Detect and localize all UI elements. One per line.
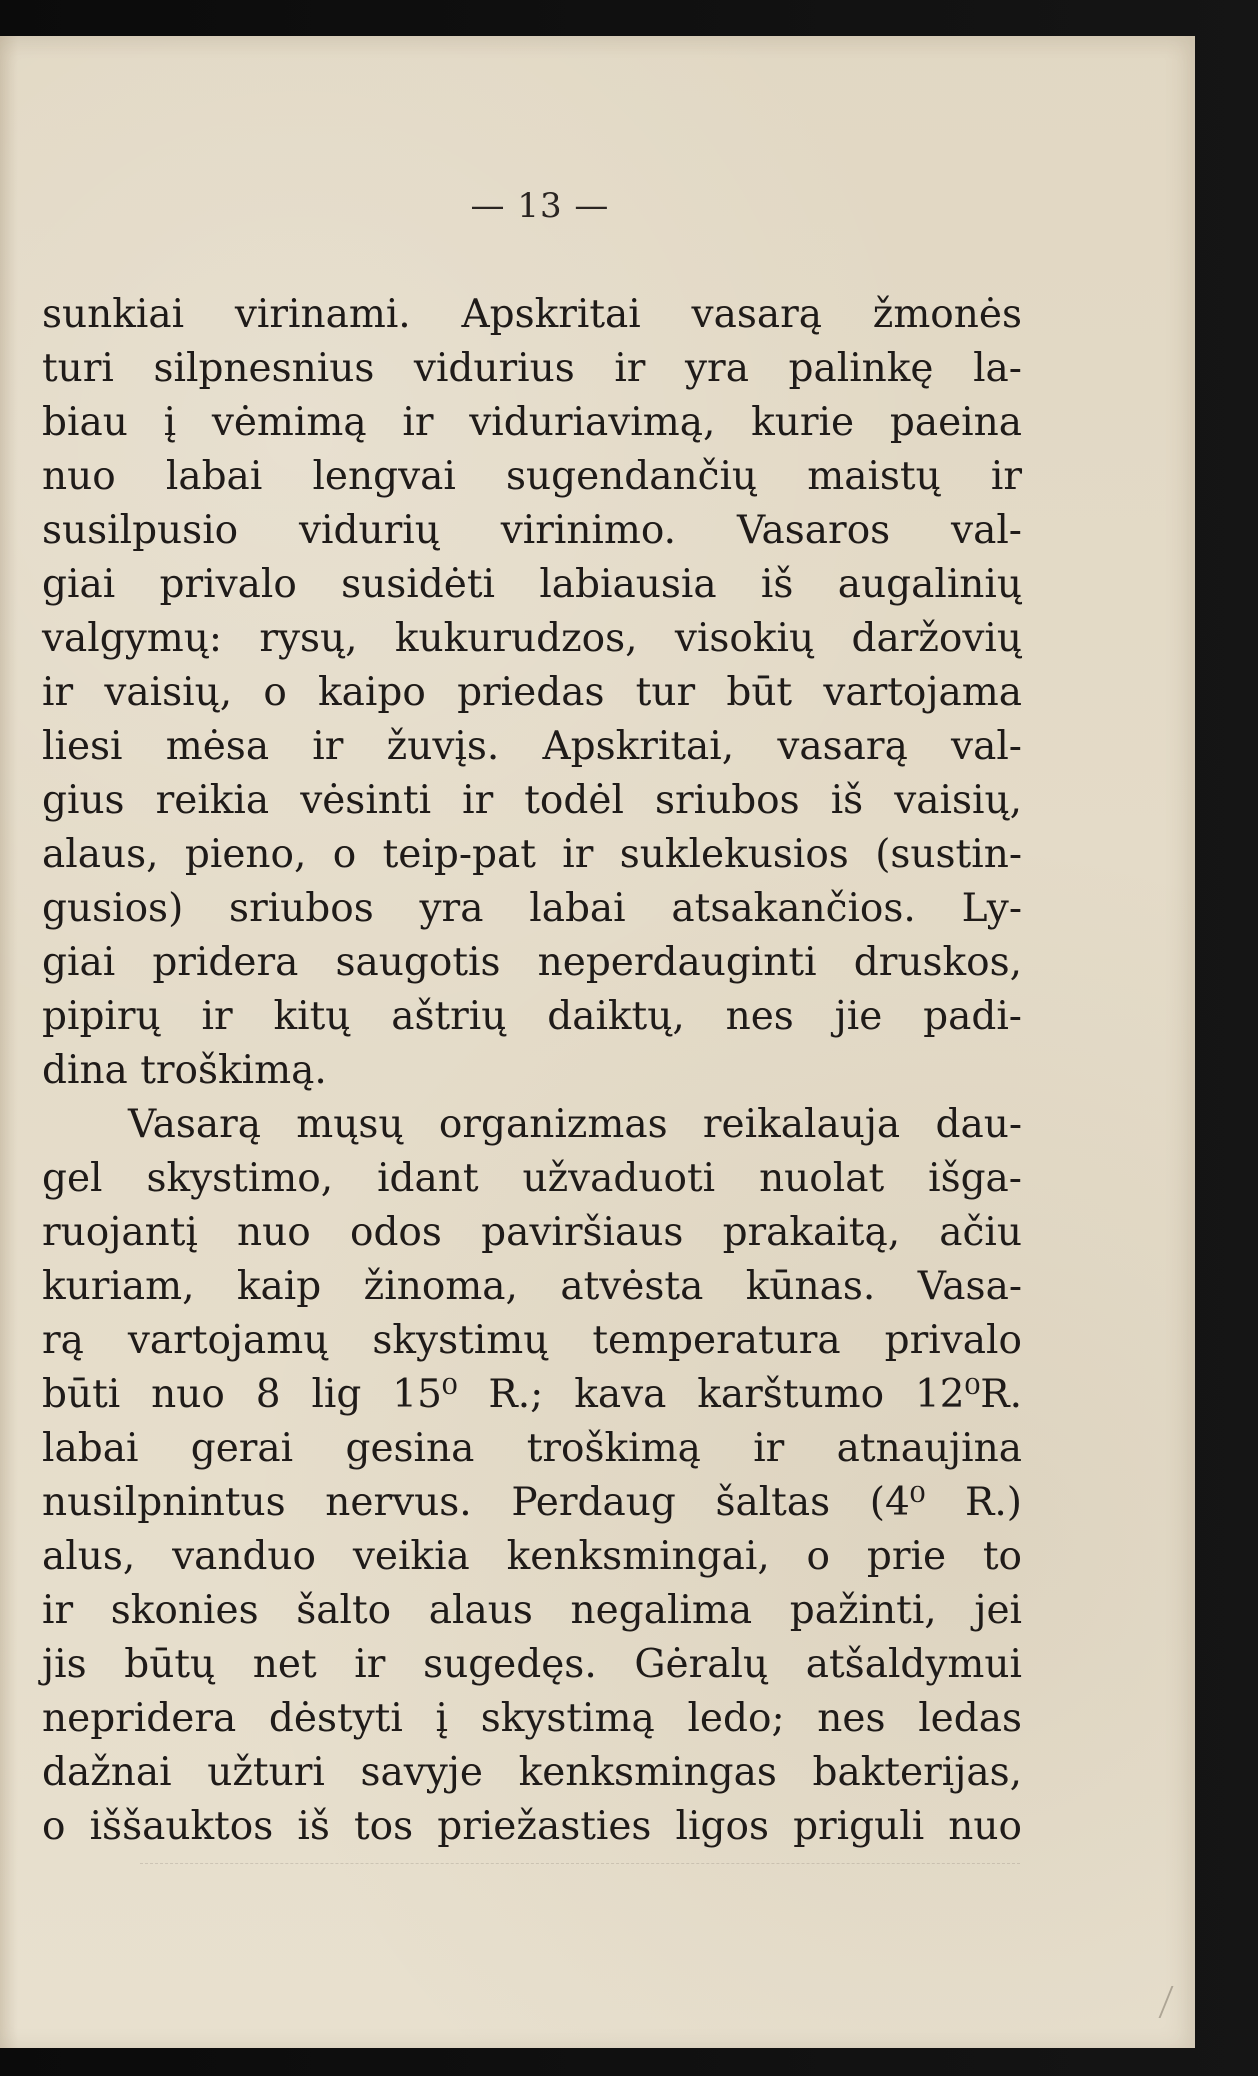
text-line: nepridera dėstyti į skystimą ledo; nes ledas — [42, 1696, 1022, 1741]
text-line: turi silpnesnius vidurius ir yra palinkę la- — [42, 346, 1022, 391]
text-line: alaus, pieno, o teip-pat ir suklekusios (sustin- — [42, 832, 1022, 877]
text-line: pipirų ir kitų aštrių daiktų, nes jie padi- — [42, 994, 1022, 1039]
book-page — [0, 36, 1195, 2048]
text-line: gel skystimo, idant užvaduoti nuolat išga- — [42, 1156, 1022, 1201]
text-line: dažnai užturi savyje kenksmingas bakterijas, — [42, 1750, 1022, 1795]
body-text — [42, 288, 1022, 1854]
text-line: ir skonies šalto alaus negalima pažinti, jei — [42, 1588, 1022, 1633]
text-line: nusilpnintus nervus. Perdaug šaltas (4⁰ R.) — [42, 1480, 1022, 1525]
text-line: labai gerai gesina troškimą ir atnaujina — [42, 1426, 1022, 1471]
text-line: gusios) sriubos yra labai atsakančios. Ly- — [42, 886, 1022, 931]
text-line: liesi mėsa ir žuvįs. Apskritai, vasarą val- — [42, 724, 1022, 769]
text-line: sunkiai virinami. Apskritai vasarą žmonės — [42, 292, 1022, 337]
text-line: valgymų: rysų, kukurudzos, visokių daržovių — [42, 616, 1022, 661]
text-line: dina troškimą. — [42, 1048, 327, 1093]
text-line: giai pridera saugotis neperdauginti druskos, — [42, 940, 1022, 985]
page-corner-mark — [1131, 1986, 1174, 2018]
page-number: — 13 — — [470, 186, 610, 226]
faint-page-mark — [140, 1863, 1020, 1872]
text-line: susilpusio vidurių virinimo. Vasaros val- — [42, 508, 1022, 553]
text-line: nuo labai lengvai sugendančių maistų ir — [42, 454, 1022, 499]
text-line: gius reikia vėsinti ir todėl sriubos iš vaisių, — [42, 778, 1022, 823]
text-line: jis būtų net ir sugedęs. Gėralų atšaldymui — [42, 1642, 1022, 1687]
text-line: ruojantį nuo odos paviršiaus prakaitą, ačiu — [42, 1210, 1022, 1255]
text-line: rą vartojamų skystimų temperatura privalo — [42, 1318, 1022, 1363]
text-line: kuriam, kaip žinoma, atvėsta kūnas. Vasa- — [42, 1264, 1022, 1309]
text-line: alus, vanduo veikia kenksmingai, o prie to — [42, 1534, 1022, 1579]
text-line: ir vaisių, o kaipo priedas tur būt vartojama — [42, 670, 1022, 715]
text-line: giai privalo susidėti labiausia iš augalinių — [42, 562, 1022, 607]
text-line: Vasarą mųsų organizmas reikalauja dau- — [128, 1102, 1022, 1147]
text-line: o iššauktos iš tos priežasties ligos priguli nuo — [42, 1804, 1022, 1849]
text-line: būti nuo 8 lig 15⁰ R.; kava karštumo 12⁰R. — [42, 1372, 1022, 1417]
text-line: biau į vėmimą ir viduriavimą, kurie paeina — [42, 400, 1022, 445]
